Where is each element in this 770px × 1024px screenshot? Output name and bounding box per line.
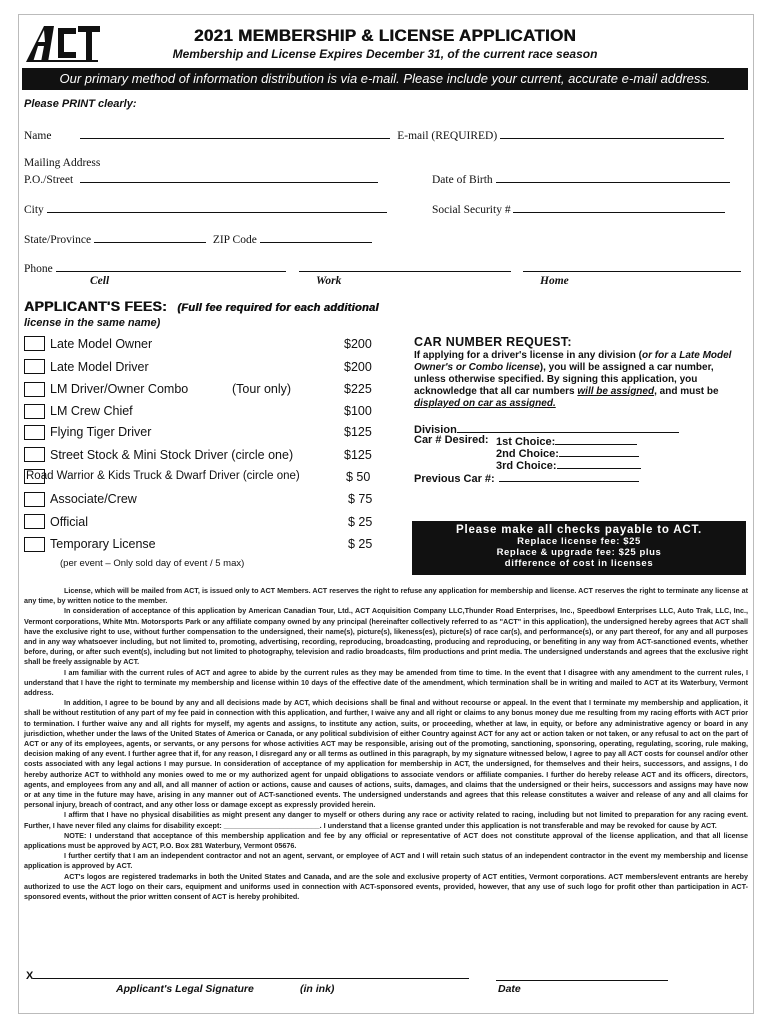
fees-note-line2: license in the same name) [24,317,161,329]
legal-paragraph: I further certify that I am an independent contractor and not an agent, servant, or employee of ACT and I will retain such status of an independent contractor in the event my membership and license application is approved by ACT. [24,851,748,871]
fee-label: Associate/Crew [50,492,137,506]
legal-paragraph: ACT's logos are registered trademarks in both the United States and Canada, and are the sole and exclusive property of ACT entities, Vermont corporations. ACT members/event entrants are hereby authorized to use the ACT logo on their cars, equipment and uniforms used in connection with ACT-sponsored events, provided, however, that any use of such logo for profit other than participation in ACT-sponsored events, without the prior written consent of ACT is hereby prohibited. [24,871,748,902]
legal-paragraph: I am familiar with the current rules of ACT and agree to abide by the current rules as they may be amended from time to time. In the event that I disagree with any amendment to the current rules, I understand that I have the right to terminate my membership and license within 10 days of the effective date of the amendment, which termination shall be in writing and mailed to ACT at its Waterbury, Vermont address. [24,667,748,698]
previous-car-label: Previous Car #: [414,473,495,485]
dob-row [432,172,730,186]
fee-label: Official [50,515,88,529]
legal-paragraph: I affirm that I have no physical disabilities as might present any danger to myself or others during any race or activity related to racing, including but not limited to preparation for any racing event. Further, I have never filed any claims for disability except: ________________________. I understand that a license granted under this application is not transferable and may be revoked for cause by ACT. [24,810,748,830]
email-notice-banner: Our primary method of information distribution is via e-mail. Please include your current, accurate e-mail address. [22,68,748,90]
fee-price: $ 25 [348,515,373,529]
legal-paragraph: NOTE: I understand that acceptance of this membership application and fee by any official or representative of ACT does not constitute approval of the license application, and that all license applications must be approved by ACT, P.O. Box 281 Waterbury, Vermont 05676. [24,830,748,851]
phone-cell-label: Cell [90,275,110,287]
req-text-d: will be assigned [577,386,655,397]
checks-payable-heading: Please make all checks payable to ACT. [455,524,703,536]
late-model-driver-checkbox[interactable] [24,359,45,374]
official-checkbox[interactable] [24,514,45,529]
print-clearly-note: Please PRINT clearly: [24,98,137,110]
zip-field[interactable] [260,232,372,243]
zip-label: ZIP Code [212,234,257,246]
req-text-e: , and must be [654,386,719,397]
state-zip-row [24,232,372,246]
street-stock-checkbox[interactable] [24,447,45,462]
phone-work-label: Work [316,275,342,287]
fee-price: $200 [344,337,372,351]
phone-home-field[interactable] [523,261,741,272]
third-choice-label: 3rd Choice: [496,460,557,472]
city-row [24,202,387,216]
fee-price: $100 [344,404,372,418]
dob-label: Date of Birth [432,174,493,186]
street-label: P.O./Street [24,174,74,186]
fee-label: Road Warrior & Kids Truck & Dwarf Driver (circle one) [26,470,300,482]
second-choice-field[interactable] [559,446,639,457]
fees-title [24,298,379,314]
fees-note-line1: (Full fee required for each additional [177,302,379,314]
street-row [24,172,378,186]
fee-label: Late Model Driver [50,360,149,374]
fee-label: Late Model Owner [50,337,153,351]
signature-label: Applicant's Legal Signature [116,983,254,995]
name-row [24,128,724,142]
fee-price: $125 [344,448,372,462]
fee-extra: (Tour only) [232,382,292,396]
fees-title-text: APPLICANT'S FEES: [24,298,167,314]
phone-cell-field[interactable] [56,261,286,272]
ssn-field[interactable] [513,202,725,213]
lm-crew-chief-checkbox[interactable] [24,404,45,419]
name-field[interactable] [80,128,390,139]
date-label: Date [498,983,521,995]
fee-price: $125 [344,425,372,439]
fee-price: $200 [344,360,372,374]
legal-paragraph: In addition, I agree to be bound by any and all decisions made by ACT, which decisions shall be final and without recourse or appeal. In the event that I terminate my membership and application, it shall be without restitution of any part of my fee paid in connection with this application, and further, I waive any and all right or claims to any bonus money due me resulting from my racing efforts with ACT prior to termination. I further waive any and all rights for myself, my agents and assigns, to institute any action, suits, or proceeding, whether at law, in equity, or before any administrative agency or board in any jurisdiction, whether under the laws of the United States of America or Canada, or any political subdivision of either Country against ACT for any act or action taken or not taken, or any refusal to act on the part of ACT or any of its employees, agents, or servants, or any persons for whose activities ACT may be responsible, arising out of the promoting, sanctioning, sponsoring, operating, regulating, scoring, rule making, decision making of any event. I further agree that if, for any reason, I disregard any or all terms as outlined in this paragraph, by my signature witnessed below, I agree to pay all ACT costs for counsel and/or other costs associated with any legal actions I may pursue. In consideration of acceptance of my application for membership in ACT, the undersigned, for themselves and their heirs, successors, and assigns, I do hereby authorize ACT to withhold any monies owed to me or my authorized agent for unpaid obligations to associate vendors or affiliate companies. I further do hereby release ACT and its officers, directors, agents, and employees from any and all, and all manner of action or actions, cause and causes of actions, suits, damages, and claims that the undersigned or their heirs, successors and assigns may have now or at any time in the future may have, arising in any manner out of ACT-sanctioned events. The undersigned understands and agrees that this release constitutes a waiver and release of any and all claims for personal injury, breach of contract, and any other loss or damage except as expressly provided herein. [24,698,748,810]
third-choice-row [496,458,641,472]
city-field[interactable] [47,202,387,213]
name-label: Name [24,130,52,142]
form-subtitle: Membership and License Expires December 31, of the current race season [172,47,598,61]
phone-label: Phone [24,263,53,275]
associate-crew-checkbox[interactable] [24,492,45,507]
fee-price: $ 50 [346,470,371,484]
req-text-f: displayed on car as assigned. [414,398,556,409]
in-ink-label: (in ink) [300,983,335,995]
cost-difference-line: difference of cost in licenses [504,558,654,569]
phone-home-label: Home [540,275,569,287]
first-choice-field[interactable] [555,434,637,445]
replace-fee-line: Replace license fee: $25 [517,536,641,547]
req-text-c: ), you will be assigned a car number, unless otherwise specified. By signing this application, you acknowledge that all car numbers [414,362,714,397]
previous-car-field[interactable] [499,471,639,482]
ssn-label: Social Security # [432,204,511,216]
fee-label: Street Stock & Mini Stock Driver (circle one) [50,448,294,462]
car-number-request-title: CAR NUMBER REQUEST: [414,335,572,349]
ssn-row [432,202,725,216]
second-choice-label: 2nd Choice: [496,448,559,460]
division-field[interactable] [457,422,679,433]
first-choice-label: 1st Choice: [496,436,556,448]
req-text-b: or for a Late Model Owner's or Combo license [414,350,732,373]
per-event-note: (per event – Only sold day of event / 5 max) [60,558,245,569]
fee-label: Flying Tiger Driver [50,425,152,439]
flying-tiger-checkbox[interactable] [24,425,45,440]
date-row [496,968,668,986]
form-title: 2021 MEMBERSHIP & LICENSE APPLICATION [193,26,577,45]
previous-car-row [414,471,639,485]
legal-paragraph: In consideration of acceptance of this application by American Canadian Tour, Ltd., ACT Acquisition Company LLC,Thunder Road Enterprises, Inc., Speedbowl Enterprises LLC, Auto Trak, LLC, Inc., Vermont corporations, White Mtn. Motorsports Park or any affiliate company owned by any principal (hereinafter collectively referred to as "ACT" in this application), the undersigned hereby agrees that ACT shall have the exclusive right to use, without further compensation to the undersigned, their name(s), picture(s), likeness(es), picture(s) of race car(s), and performance(s), or any part thereof, for any and all purposes and in any way whatsoever including, but not limited to, promoting, advertising, recording, reproducing, broadcasting, producing and reproducing, or benefiting in any way from ACT-sanctioned events, whether before, during, or after such event(s), including but not limited to photography, television and radio broadcasts, film productions and print media. The undersigned understands and agrees that the exclusive right shall be freely assignable by ACT. [24,606,748,667]
fee-label: Temporary License [50,537,156,551]
fee-price: $225 [344,382,372,396]
signature-row [26,968,469,982]
state-field[interactable] [94,232,206,243]
dob-field[interactable] [496,172,730,183]
legal-paragraph: License, which will be mailed from ACT, is issued only to ACT Members. ACT reserves the right to refuse any application for membership and license. ACT reserves the right to terminate any license at any time, by written notice to the member. [24,586,748,606]
fee-price: $ 75 [348,492,373,506]
checks-payable-box [412,521,746,575]
phone-row [24,261,741,275]
req-text-a: If applying for a driver's license in any division ( [414,350,642,361]
signature-field[interactable] [33,968,469,979]
street-field[interactable] [80,172,378,183]
division-label: Division [414,424,457,436]
email-label: E-mail (REQUIRED) [397,130,498,142]
city-label: City [24,204,44,216]
car-number-request-text [414,350,744,410]
legal-terms [24,586,748,902]
third-choice-field[interactable] [557,458,641,469]
fee-label: LM Crew Chief [50,404,133,418]
lm-combo-checkbox[interactable] [24,382,45,397]
car-desired-label: Car # Desired: [414,434,489,446]
phone-work-field[interactable] [299,261,511,272]
email-field[interactable] [500,128,724,139]
fee-label: LM Driver/Owner Combo [50,382,189,396]
fee-price: $ 25 [348,537,373,551]
state-label: State/Province [24,234,92,246]
mailing-address-label: Mailing Address [24,157,101,169]
temporary-license-checkbox[interactable] [24,537,45,552]
signature-x: X [26,970,34,982]
late-model-owner-checkbox[interactable] [24,336,45,351]
date-field[interactable] [496,970,668,981]
upgrade-fee-line: Replace & upgrade fee: $25 plus [496,547,662,558]
